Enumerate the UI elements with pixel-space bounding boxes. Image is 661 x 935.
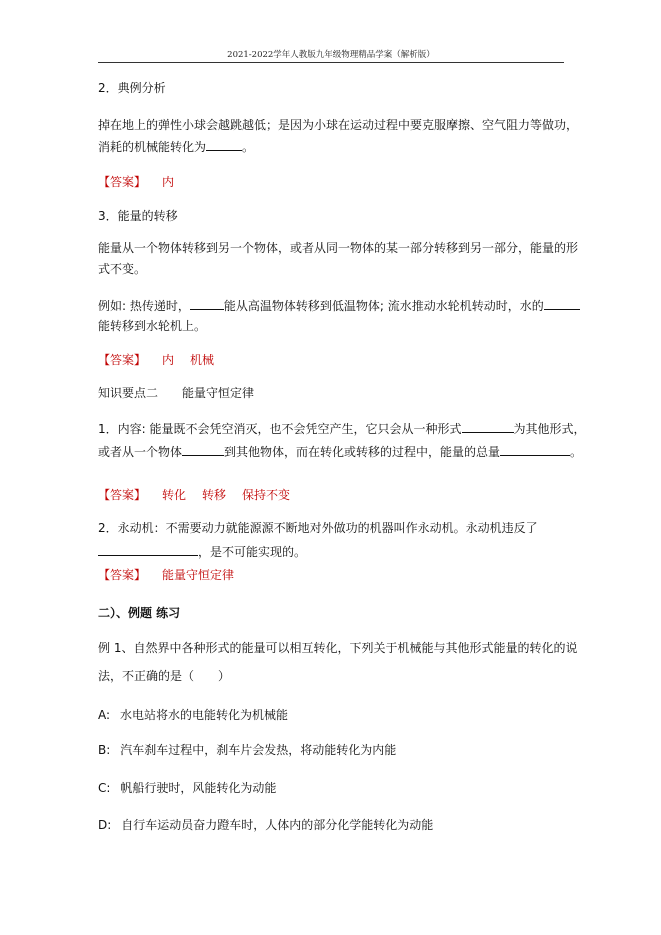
answer-line (98, 487, 306, 503)
answer-label: 【答案】 (98, 353, 147, 367)
paragraph-line (98, 297, 580, 314)
option-key: C: (98, 781, 111, 795)
fill-blank (190, 297, 224, 310)
fill-blank (206, 138, 242, 151)
answer-value: 能量守恒定律 (162, 568, 235, 582)
fill-blank (182, 443, 224, 456)
paragraph-line: 能转移到水轮机上。 (98, 319, 207, 333)
fill-blank (98, 543, 198, 556)
option-text: 自行车运动员奋力蹬车时，人体内的部分化学能转化为动能 (121, 818, 434, 832)
answer-line (98, 352, 230, 368)
header-divider (98, 62, 564, 63)
answer-label: 【答案】 (98, 175, 147, 189)
paragraph-line (98, 420, 586, 437)
option-b (98, 742, 396, 758)
text: 。 (570, 445, 583, 459)
fill-blank (462, 420, 514, 433)
option-key: D: (98, 818, 112, 832)
fill-blank (544, 297, 580, 310)
text: 知识要点二 (98, 386, 159, 400)
answer-label: 【答案】 (98, 568, 147, 582)
answer-value: 内 (162, 175, 175, 189)
text: 。 (242, 140, 255, 154)
text: 1．内容: 能量既不会凭空消灭，也不会凭空产生，它只会从一种形式 (98, 422, 462, 436)
answer-line (98, 174, 190, 190)
text: 例如: 热传递时， (98, 299, 190, 313)
option-key: B: (98, 743, 111, 757)
answer-value: 转化 (162, 488, 187, 502)
text: 到其他物体，而在转化或转移的过程中，能量的总量 (224, 445, 501, 459)
text: 能量守恒定律 (182, 386, 255, 400)
question-line: 法，不正确的是（ ） (98, 669, 231, 683)
fill-blank (500, 443, 570, 456)
question-line: 例 1、自然界中各种形式的能量可以相互转化，下列关于机械能与其他形式能量的转化的说 (98, 641, 578, 655)
section-title: 二）、例题 练习 (98, 606, 181, 620)
paragraph-line: 2．永动机：不需要动力就能源源不断地对外做功的机器叫作永动机。永动机违反了 (98, 521, 538, 535)
text: 为其他形式， (513, 422, 586, 436)
paragraph-line (98, 138, 254, 155)
option-text: 水电站将水的电能转化为机械能 (120, 708, 289, 722)
answer-value: 机械 (190, 353, 215, 367)
answer-value: 内 (162, 353, 175, 367)
answer-value: 转移 (202, 488, 227, 502)
text: 能从高温物体转移到低温物体; 流水推动水轮机转动时，水的 (223, 299, 544, 313)
option-text: 帆船行驶时，风能转化为动能 (120, 781, 277, 795)
option-c (98, 780, 276, 796)
answer-line (98, 567, 250, 583)
page-header: 2021-2022学年人教版九年级物理精品学案（解析版） (227, 50, 435, 60)
option-text: 汽车刹车过程中，刹车片会发热，将动能转化为内能 (120, 743, 397, 757)
option-d (98, 817, 433, 833)
paragraph-line: 式不变。 (98, 262, 147, 276)
answer-label: 【答案】 (98, 488, 147, 502)
heading-energy-transfer: 3．能量的转移 (98, 209, 178, 223)
paragraph-line: 能量从一个物体转移到另一个物体，或者从同一物体的某一部分转移到另一部分，能量的形 (98, 241, 579, 255)
answer-value: 保持不变 (242, 488, 291, 502)
text: 或者从一个物体 (98, 445, 183, 459)
paragraph-line: 掉在地上的弹性小球会越跳越低；是因为小球在运动过程中要克服摩擦、空气阻力等做功， (98, 118, 579, 132)
paragraph-line (98, 543, 306, 560)
paragraph-line (98, 443, 582, 460)
heading-example-analysis: 2．典例分析 (98, 81, 166, 95)
text: 消耗的机械能转化为 (98, 140, 207, 154)
option-a (98, 707, 288, 723)
option-key: A: (98, 708, 111, 722)
text: ，是不可能实现的。 (198, 545, 307, 559)
knowledge-point-title (98, 385, 254, 401)
